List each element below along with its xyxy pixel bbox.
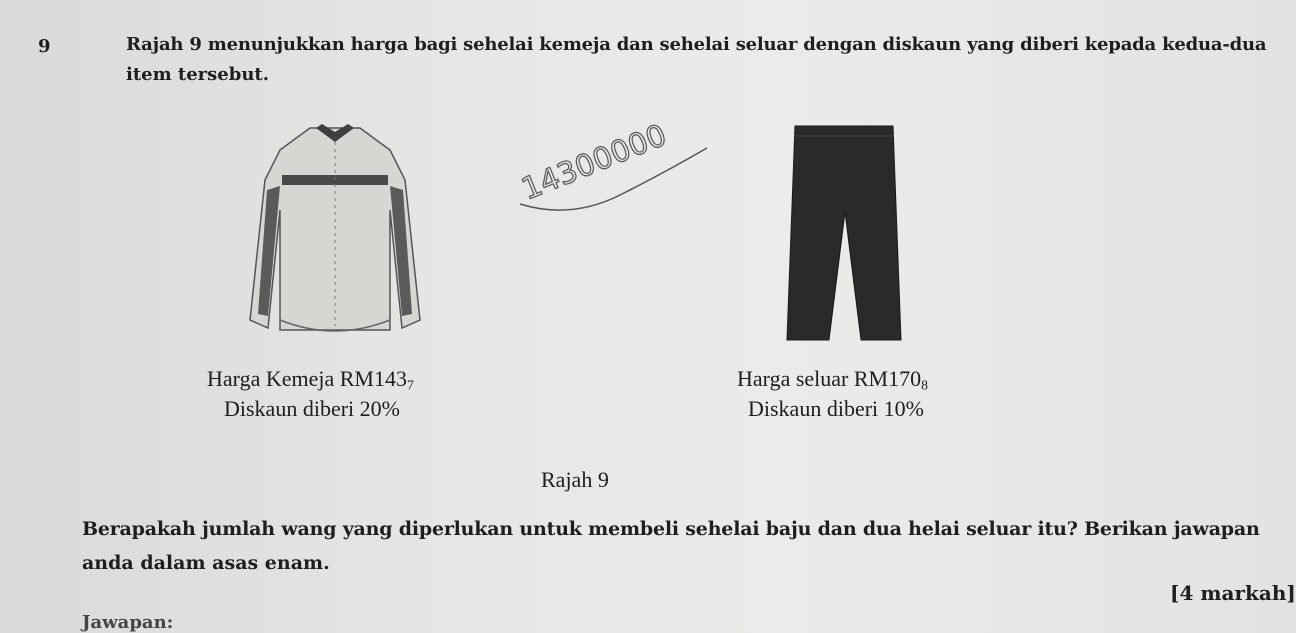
question-intro-line1: Rajah 9 menunjukkan harga bagi sehelai kemeja dan sehelai seluar dengan diskaun yang diberi kepada kedua-dua: [126, 34, 1267, 55]
trousers-price-value: 170: [888, 366, 922, 391]
trousers-price: [737, 366, 928, 393]
shirt-price-prefix: Harga Kemeja RM: [207, 366, 374, 391]
marks-label: [4 markah]: [1170, 581, 1296, 605]
figure-label: Rajah 9: [541, 467, 609, 492]
handwritten-number: 14300000: [516, 117, 672, 208]
trousers-price-base: 8: [921, 377, 928, 393]
shirt-price: [207, 366, 414, 393]
question-text-line1: Berapakah jumlah wang yang diperlukan untuk membeli sehelai baju dan dua helai seluar itu? Berikan jawapan: [82, 518, 1260, 540]
handwriting-scribble: [512, 108, 722, 218]
answer-label: Jawapan:: [82, 612, 174, 633]
question-number: 9: [38, 36, 51, 57]
shirt-discount: Diskaun diberi 20%: [224, 396, 400, 421]
shirt-price-base: 7: [407, 377, 414, 393]
trousers-price-prefix: Harga seluar RM: [737, 366, 889, 391]
shirt-price-value: 143: [374, 366, 407, 391]
question-text-line2: anda dalam asas enam.: [82, 552, 330, 574]
trousers-icon: [783, 122, 908, 344]
trousers-discount: Diskaun diberi 10%: [748, 396, 924, 421]
question-intro-line2: item tersebut.: [126, 64, 270, 85]
shirt-icon: [240, 120, 430, 340]
